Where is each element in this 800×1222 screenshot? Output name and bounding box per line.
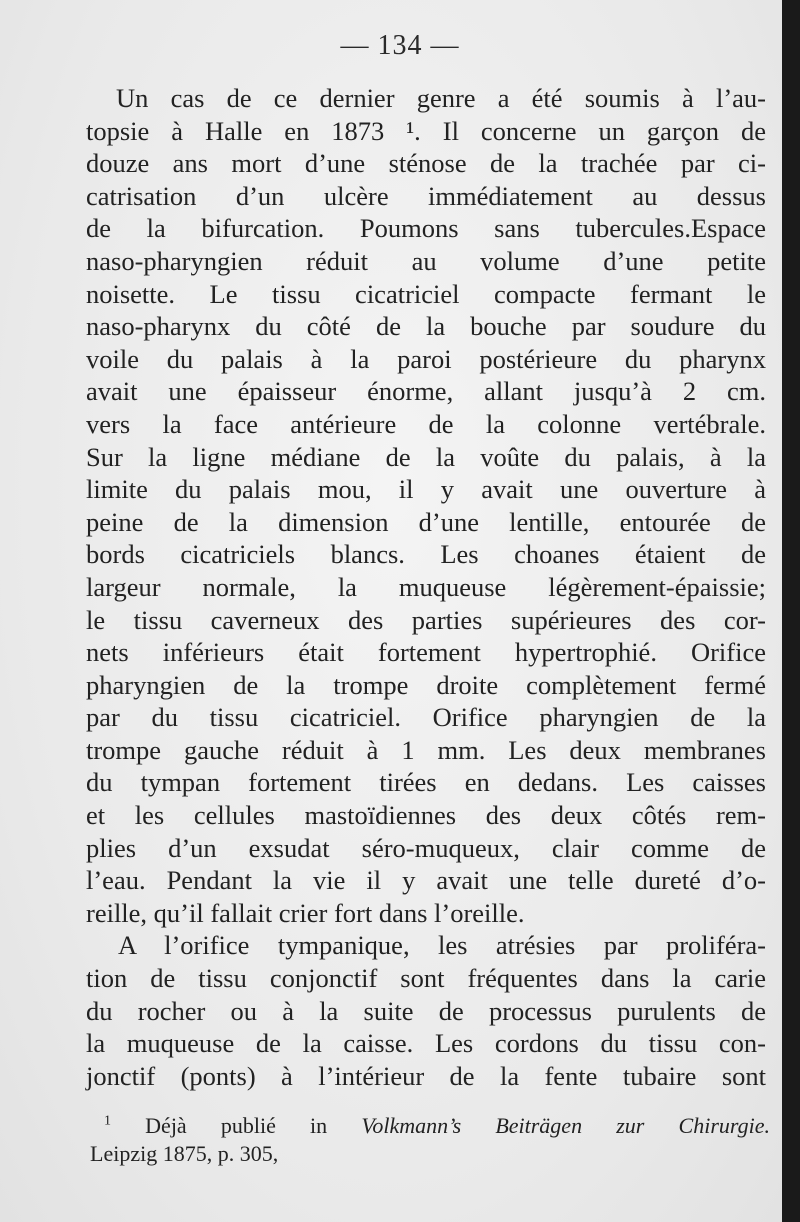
text-line: largeur normale, la muqueuse légèrement-épaissie; — [86, 571, 766, 602]
text-line: du rocher ou à la suite de processus purulents de — [86, 995, 766, 1026]
text-line: et les cellules mastoïdiennes des deux côtés rem- — [86, 800, 766, 831]
text-line: peine de la dimension d’une lentille, entourée de — [86, 506, 766, 537]
text-line: l’eau. Pendant la vie il y avait une telle dureté d’o- — [86, 865, 766, 896]
text-line: douze ans mort d’une sténose de la trachée par ci- — [86, 148, 766, 179]
text-line: la muqueuse de la caisse. Les cordons du tissu con- — [86, 1028, 766, 1059]
text-line: pharyngien de la trompe droite complètement fermé — [86, 669, 766, 700]
text-line: voile du palais à la paroi postérieure du pharynx — [86, 343, 766, 374]
footnote-citation: Volkmann’s Beiträgen zur Chirurgie. — [361, 1113, 771, 1138]
text-line: topsie à Halle en 1873 ¹. Il concerne un garçon de — [86, 115, 766, 146]
footnote — [90, 1112, 770, 1168]
text-line: plies d’un exsudat séro-muqueux, clair comme de — [86, 832, 766, 863]
body-text — [86, 82, 766, 1092]
text-line: avait une épaisseur énorme, allant jusqu’à 2 cm. — [86, 376, 766, 407]
text-line: Un cas de ce dernier genre a été soumis à l’au- — [116, 83, 766, 113]
text-line: Sur la ligne médiane de la voûte du palais, à la — [86, 441, 766, 472]
footnote-text — [104, 1113, 770, 1138]
text-line: A l’orifice tympanique, les atrésies par proliféra- — [118, 930, 766, 961]
text-line: naso-pharyngien réduit au volume d’une petite — [86, 245, 766, 276]
text-line: reille, qu’il fallait crier fort dans l’oreille. — [86, 897, 525, 928]
footnote-line-1 — [90, 1112, 770, 1140]
text-line: le tissu caverneux des parties supérieures des cor- — [86, 604, 766, 635]
text-line: tion de tissu conjonctif sont fréquentes dans la carie — [86, 963, 766, 994]
page-number: — 134 — — [340, 30, 460, 61]
text-line: nets inférieurs était fortement hypertrophié. Orifice — [86, 637, 766, 668]
footnote-prefix: Déjà publié in — [145, 1113, 328, 1138]
text-line: limite du palais mou, il y avait une ouverture à — [86, 474, 766, 505]
text-line: vers la face antérieure de la colonne vertébrale. — [86, 408, 766, 439]
text-line: par du tissu cicatriciel. Orifice pharyngien de la — [86, 702, 766, 733]
text-line: noisette. Le tissu cicatriciel compacte fermant le — [86, 278, 766, 309]
text-line: bords cicatriciels blancs. Les choanes étaient de — [86, 539, 766, 570]
footnote-line-2: Leipzig 1875, p. 305, — [90, 1141, 279, 1166]
text-line: catrisation d’un ulcère immédiatement au dessus — [86, 180, 766, 211]
text-line: de la bifurcation. Poumons sans tubercules.Espace — [86, 213, 766, 244]
footnote-marker: 1 — [104, 1113, 111, 1129]
text-line: naso-pharynx du côté de la bouche par soudure du — [86, 311, 766, 342]
text-line: trompe gauche réduit à 1 mm. Les deux membranes — [86, 734, 766, 765]
text-line: du tympan fortement tirées en dedans. Les caisses — [86, 767, 766, 798]
text-line: jonctif (ponts) à l’intérieur de la fente tubaire sont — [86, 1060, 766, 1091]
